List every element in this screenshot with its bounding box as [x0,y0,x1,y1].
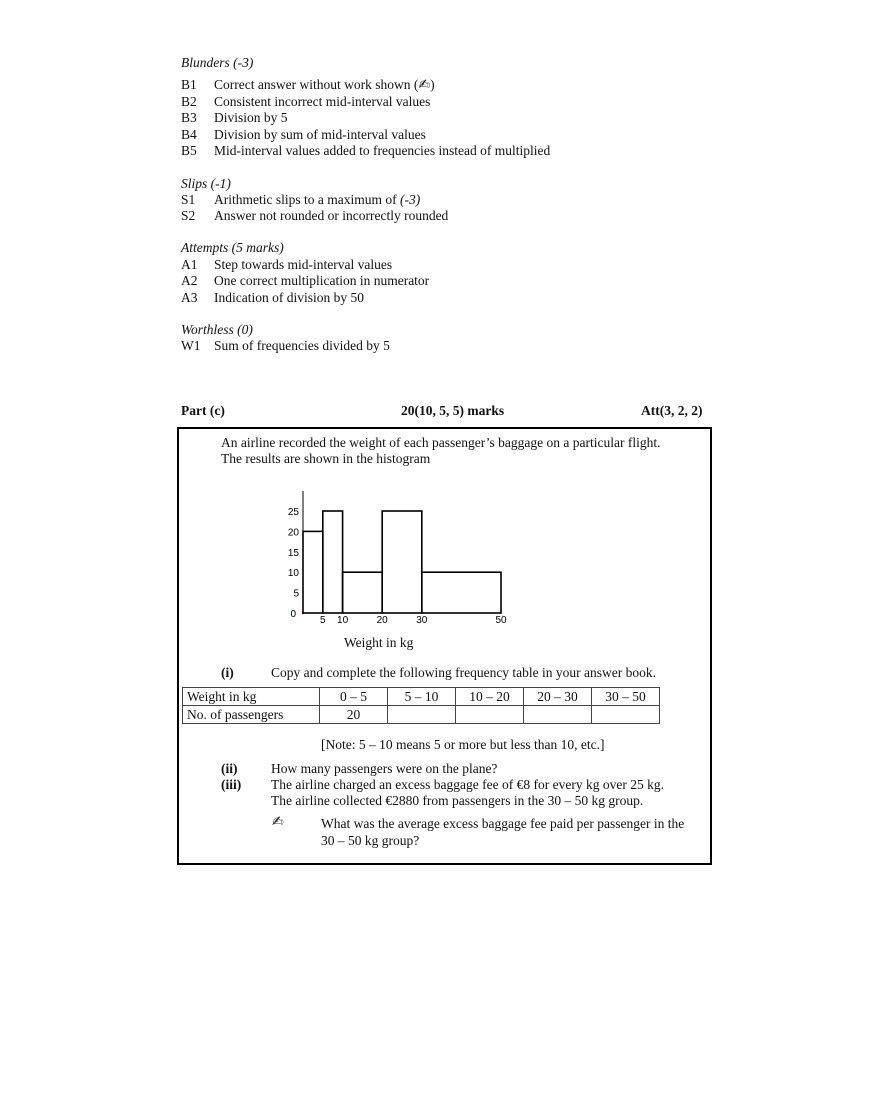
y-tick-label: 20 [287,527,299,539]
frequency-table [182,687,660,724]
table-row [183,706,660,724]
item-code: S2 [181,208,196,223]
q2-text: How many passengers were on the plane? [271,761,498,776]
worthless-heading: Worthless (0) [181,322,253,337]
item-text: Consistent incorrect mid-interval values [214,94,431,109]
item-code: A3 [181,290,198,305]
histogram-bar [382,511,422,613]
slip-item [181,192,420,208]
item-italic-suffix: (-3) [399,192,421,207]
table-note: [Note: 5 – 10 means 5 or more but less than 10, etc.] [321,737,605,752]
item-text: Sum of frequencies divided by 5 [214,338,390,353]
table-row [183,688,660,706]
y-tick-label: 15 [287,547,299,559]
y-tick-label: 0 [290,609,296,620]
item-text: Indication of division by 50 [214,290,364,305]
q1-text: Copy and complete the following frequency table in your answer book. [271,665,657,680]
table-cell [524,706,592,724]
chart-axes [302,491,501,614]
item-code: B5 [181,143,197,158]
y-tick-label: 10 [287,568,299,580]
item-text: Correct answer without work shown ( [214,77,419,92]
item-text: One correct multiplication in numerator [214,273,430,288]
item-code: B4 [181,127,197,142]
blunder-item [181,94,430,110]
x-tick-labels [320,615,507,626]
q3-line-3: What was the average excess baggage fee paid per passenger in the [321,816,685,831]
q1-number: (i) [221,665,234,680]
item-code: S1 [181,192,196,207]
blunder-item [181,143,550,159]
item-code: A1 [181,257,198,272]
blunders-heading: Blunders (-3) [181,55,254,70]
blunder-item [181,127,426,143]
column-header: 10 – 20 [456,688,524,706]
histogram-chart [270,485,530,630]
column-header: 0 – 5 [320,688,388,706]
x-tick-label: 5 [320,615,326,626]
pencil-icon: ✍ [418,77,431,93]
item-code: B2 [181,94,197,109]
histogram-bar [323,511,343,613]
y-tick-labels [288,507,300,620]
intro-line-2: The results are shown in the histogram [221,451,431,466]
x-tick-label: 10 [337,615,349,626]
table-cell [456,706,524,724]
attempt-item [181,273,429,289]
item-code: B3 [181,110,197,125]
blunder-item [181,77,435,93]
item-text: Arithmetic slips to a maximum of [214,192,400,207]
table-cell [592,706,660,724]
attempts-heading: Attempts (5 marks) [181,240,284,255]
item-text: Division by sum of mid-interval values [214,127,426,142]
item-text: Answer not rounded or incorrectly rounded [214,208,449,223]
x-tick-label: 50 [495,615,507,626]
histogram-bar [343,572,383,613]
item-suffix: ) [430,77,435,92]
histogram-bar [303,531,323,613]
y-tick-label: 5 [293,588,299,600]
item-code: W1 [181,338,201,353]
item-text: Division by 5 [214,110,288,125]
item-text: Mid-interval values added to frequencies instead of multiplied [214,143,551,158]
attempt-item [181,290,364,306]
q3-line-1: The airline charged an excess baggage fee of €8 for every kg over 25 kg. [271,777,664,792]
worthless-item [181,338,390,354]
slips-heading: Slips (-1) [181,176,231,191]
q2-number: (ii) [221,761,238,776]
blunder-item [181,110,288,126]
item-code: A2 [181,273,198,288]
q3-line-2: The airline collected €2880 from passengers in the 30 – 50 kg group. [271,793,644,808]
x-tick-label: 30 [416,615,428,626]
histogram-bar [422,572,501,613]
q3-line-4: 30 – 50 kg group? [321,833,420,848]
table-cell: 20 [320,706,388,724]
row-label-passengers: No. of passengers [183,706,320,724]
column-header: 20 – 30 [524,688,592,706]
attempt-item [181,257,392,273]
part-label: Part (c) [181,403,225,418]
part-attempts: Att(3, 2, 2) [641,403,703,418]
column-header: 30 – 50 [592,688,660,706]
y-tick-label: 25 [287,507,299,518]
item-text: Step towards mid-interval values [214,257,393,272]
q3-number: (iii) [221,777,242,792]
slip-item [181,208,448,224]
column-header: 5 – 10 [388,688,456,706]
pencil-icon: ✍ [272,814,284,830]
row-label-weight: Weight in kg [183,688,320,706]
x-tick-label: 20 [376,615,388,626]
table-cell [388,706,456,724]
item-code: B1 [181,77,197,92]
chart-bars [303,511,501,613]
part-marks: 20(10, 5, 5) marks [401,403,505,418]
intro-line-1: An airline recorded the weight of each passenger’s baggage on a particular flight. [221,435,661,450]
x-axis-label: Weight in kg [344,635,414,650]
